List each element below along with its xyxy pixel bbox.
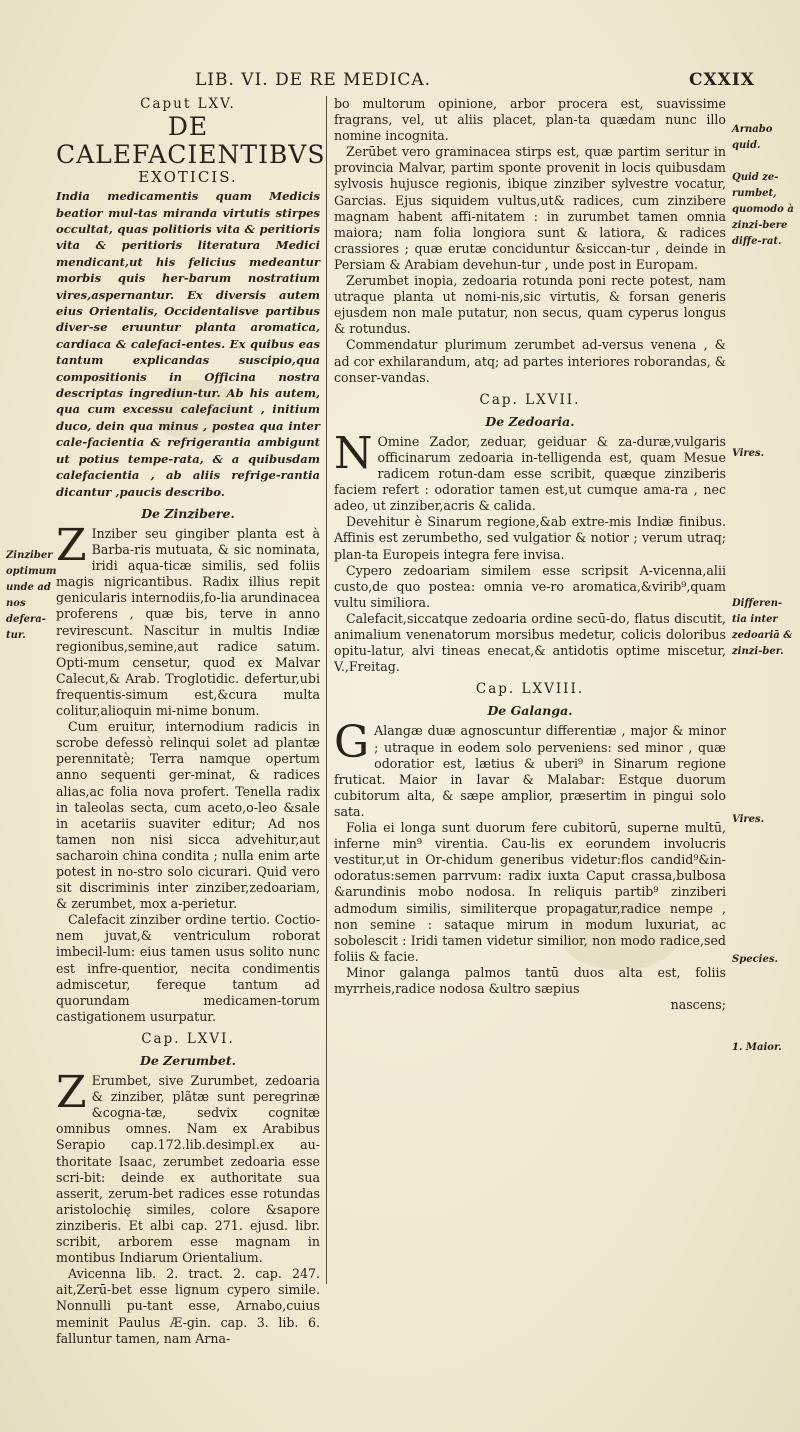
section-heading: De Zinzibere. bbox=[141, 505, 235, 521]
chapter-intro: India medicamentis quam Medicis beatior mul-tas miranda virtutis stirpes occultat, quas politioris vita & peritioris vita & peritioris literatura Medici mendicant,ut his felicius medeantur morbis quis her-barum nostratium vires,aspernantur. Ex diversis autem eius Orientalis, Occidentalisve partibus diver-se eruuntur planta aromatica, cardiaca & calefaci-entes. Ex quibus eas tantum explicandas suscipio,qua compositionis in Officina nostra descriptas ingrediun-tur. Ab his autem, qua cum excessu calefaciunt , initium duco, dein qua minus , postea qua inter cale-facientia & refrigerantia ambigunt ut potius tempe-rata, & a quibusdam calefacientia , ab aliis refrige-rantia dicantur ,paucis describo. bbox=[56, 189, 320, 499]
left-column bbox=[56, 96, 326, 1347]
margin-note: Vires. bbox=[732, 814, 765, 825]
chapter-heading: Cap. LXVIII. bbox=[475, 681, 585, 698]
margin-note: 1. Maior. bbox=[732, 1042, 782, 1053]
paragraph-text: Inziber seu gingiber planta est à Barba-ris mutuata, & sic nominata, iridi aqua-ticæ similis, sed foliis magis nigricantibus. Radix illius repit genicularis internodiis,fo-lia arundinacea proferens , quæ bis, terve in anno revirescunt. Nascitur in multis Indiæ regionibus,semine,aut radice satum. Opti-mum censetur, quod ex Malvar Calecut,& Arab. Troglotidic. defertur,ubi frequentis-simum est,&cura multa colitur,alioquin mi-nime bonum. bbox=[56, 526, 320, 719]
paragraph bbox=[334, 717, 726, 820]
section-heading: De Galanga. bbox=[487, 703, 573, 719]
paragraph: bo multorum opinione, arbor procera est, suavissime fragrans, vel, ut aliis placet, plan-ta quædam nunc illo nomine incognita. bbox=[334, 96, 726, 144]
chapter-title: DE CALEFACIENTIBVS bbox=[56, 112, 326, 170]
margin-note: Quid ze-rumbet, quomodo à zinzi-bere diffe-rat. bbox=[732, 172, 794, 247]
margin-note: Species. bbox=[732, 954, 778, 965]
section-heading: De Zedoaria. bbox=[485, 413, 575, 429]
right-column bbox=[334, 96, 726, 1013]
paragraph: Commendatur plurimum zerumbet ad-versus venena , & ad cor exhilarandum, atq; ad partes interiores roborandas, & conser-vandas. bbox=[334, 337, 726, 385]
paragraph-text: Erumbet, sive Zurumbet, zedoaria & zinziber, plãtæ sunt peregrinæ &cogna-tæ, sedvix cognitæ omnibus omnes. Nam ex Arabibus Serapio cap.172.lib.desimpl.ex au-thoritate Isaac, zerumbet zedoaria esse scri-bit: deinde ex authoritate sua asserit, zerum-bet radices esse rotundas aristolochię similes, colore &sapore zinziberis. Et albi cap. 271. ejusd. libr. scribit, arborem esse magnam in montibus Indiarum Orientalium. bbox=[56, 1073, 320, 1266]
paragraph: Calefacit zinziber ordine tertio. Coctio-nem juvat,& ventriculum roborat imbecil-lum: eius tamen usus solito nunc est infre-quentior, necita condimentis admiscetur, fereque tantum ad quorundam medicamen-torum castigationem usurpatur. bbox=[56, 912, 320, 1024]
chapter-heading: Caput LXV. bbox=[140, 96, 236, 112]
paragraph-text: Omine Zador, zeduar, geiduar & za-duræ,vulgaris officinarum zedoaria in-telligenda est, quam Mesue radicem rotun-dam esse scribit, quæque zinziberis faciem refert : odoratior tamen est,ut cumque ama-ra , nec adeo, ut zinziber,acris & calida. bbox=[334, 433, 726, 514]
margin-note: Arnabo quid. bbox=[732, 124, 773, 151]
section-heading: De Zerumbet. bbox=[140, 1053, 236, 1068]
paragraph-text: Alangæ duæ agnoscuntur differentiæ , major & minor ; utraque in eodem solo perveniens: sed minor , quæ odoratior est, lætius & uberi⁹ in Sinarum regione fruticat. Maior in Iavar & Malabar: Estque duorum cubitorum alta, & sæpe amplior, præsertim in pingui solo sata. bbox=[334, 723, 726, 819]
paragraph: Calefacit,siccatque zedoaria ordine secū-do, flatus discutit, animalium venenatorum morsibus medetur, colicis doloribus opitu-latur, alvi tineas enecat,& antidotis optime miscetur, V.,Freitag. bbox=[334, 610, 726, 675]
paragraph: Zerūbet vero graminacea stirps est, quæ partim seritur in provincia Malvar, partim sponte provenit in locis quibusdam sylvosis hujusce regionis, ibique zinziber sylvestre vocatur, Garcias. Ejus siquidem vultus,ut& radices, cum zinzibere magnam habent affi-nitatem : in zurumbet tamen omnia maiora; nam folia longiora sunt & latiora, & radices crassiores ; quæ erutæ conciduntur &siccan-tur , deinde in Persiam & Arabiam devehun-tur , unde post in Europam. bbox=[334, 144, 726, 272]
drop-cap: Z bbox=[56, 1067, 87, 1119]
margin-note: Vires. bbox=[732, 448, 765, 459]
drop-cap: Z bbox=[56, 520, 87, 571]
paragraph: Cypero zedoariam similem esse scripsit A-vicenna,alii custo,de quo postea: omnia ve-ro aromatica,&virib⁹,quam vultu similiora. bbox=[334, 562, 726, 610]
paragraph: Avicenna lib. 2. tract. 2. cap. 247. ait,Zerū-bet esse lignum cypero simile. Nonnulli pu-tant esse, Arnabo,cuius meminit Paulus Æ-gin. cap. 3. lib. 6. falluntur tamen, nam Arna- bbox=[56, 1266, 320, 1346]
paragraph: Folia ei longa sunt duorum fere cubitorū, superne multū, inferne min⁹ virentia. Cau-lis ex eorundem involucris vestitur,ut in Or-chidum generibus videtur:flos candid⁹&in-odoratus:semen parrvum: radix iuxta Caput crassa,bulbosa &arundinis mobo nodosa. In reliquis partib⁹ zinziberi admodum similis, similiterque propagatur,radice nempe , non semine : sataque mirum in modum luxuriat, ac sobolescit : Iridi tamen videtur similior, non modo radice,sed foliis & facie. bbox=[334, 820, 726, 964]
chapter-subtitle: EXOTICIS. bbox=[138, 168, 238, 187]
chapter-heading: Cap. LXVI. bbox=[141, 1030, 235, 1047]
column-divider bbox=[326, 96, 327, 1284]
chapter-heading: Cap. LXVII. bbox=[479, 391, 581, 408]
margin-note: Zinziber optimum unde ad nos defera-tur. bbox=[6, 550, 57, 641]
drop-cap: G bbox=[334, 717, 370, 769]
paragraph bbox=[334, 427, 726, 514]
paragraph: Minor galanga palmos tantū duos alta est, foliis myrrheis,radice nodosa &ultro sæpius bbox=[334, 964, 726, 996]
paragraph bbox=[56, 520, 320, 719]
paragraph: Devehitur è Sinarum regione,&ab extre-mis Indiæ finibus. Affinis est zerumbetho, sed vulgatior & notior ; verum utraq; plan-ta Europeis integra fere invisa. bbox=[334, 514, 726, 562]
paragraph: Cum eruitur, internodium radicis in scrobe defessò relinqui solet ad plantæ perennitatè; Terra namque opertum anno sequenti ger-minat, & radices alias,ac folia nova profert. Tenella radix in taleolas secta, cum aceto,o-leo &sale in acetariis suaviter editur; Ad nos tamen non nisi sicca advehitur,aut sacharoin china condita ; nulla enim arte potest in no-stro solo cicurari. Quid vero sit discriminis inter zinziber,zedoariam, & zerumbet, mox a-perietur. bbox=[56, 719, 320, 912]
running-head bbox=[195, 70, 755, 94]
drop-cap: N bbox=[334, 427, 373, 479]
folio-number: CXXIX bbox=[688, 70, 755, 90]
paragraph: Zerumbet inopia, zedoaria rotunda poni recte potest, nam utraque planta ut nomi-nis,sic virtutis, & forsan generis ejusdem non male putatur, non secus, quam cyperus longus & rotundus. bbox=[334, 273, 726, 337]
catchword: nascens; bbox=[670, 997, 726, 1013]
margin-note: Differen-tia inter zedoariā & zinzi-ber. bbox=[732, 598, 793, 657]
running-title: LIB. VI. DE RE MEDICA. bbox=[195, 70, 432, 90]
paragraph bbox=[56, 1067, 320, 1266]
